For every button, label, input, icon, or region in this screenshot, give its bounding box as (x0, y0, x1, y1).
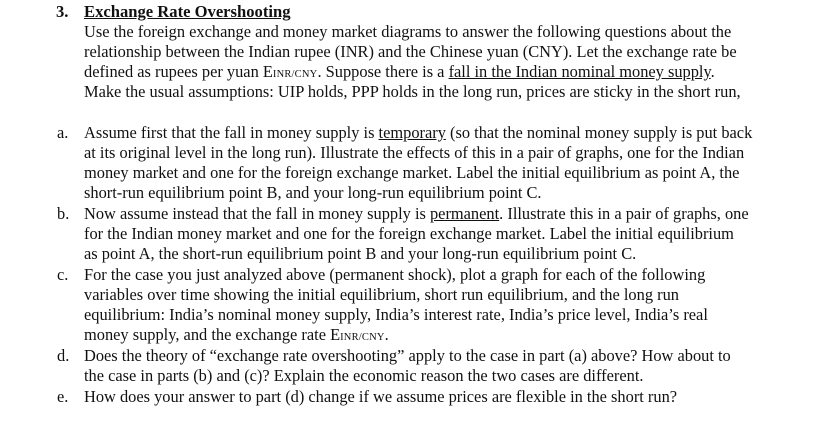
part-b-line-2: for the Indian money market and one for the foreign exchange market. Label the initial equilibrium (84, 224, 734, 243)
part-c-line-1: For the case you just analyzed above (permanent shock), plot a graph for each of the following (84, 265, 706, 284)
part-a-line-1-text: Assume first that the fall in money supply is (84, 123, 379, 142)
exchange-rate-subscript: INR/CNY (272, 69, 318, 80)
part-a-line-4: short-run equilibrium point B, and your long-run equilibrium point C. (84, 183, 542, 202)
part-b-line-1 (84, 204, 749, 224)
intro-line-3-mid: . Suppose there is a (317, 62, 449, 81)
permanent-emphasis: permanent (429, 204, 500, 223)
part-c-line-4-text: money supply, and the exchange rate E (84, 325, 341, 344)
part-c-line-2: variables over time showing the initial equilibrium, short run equilibrium, and the long run (84, 285, 679, 304)
part-d-line-2: the case in parts (b) and (c)? Explain the economic reason the two cases are different. (84, 366, 644, 385)
intro-line-4: Make the usual assumptions: UIP holds, PPP holds in the long run, prices are sticky in the short run, (84, 82, 741, 101)
part-e-line-1: How does your answer to part (d) change if we assume prices are flexible in the short run? (84, 387, 678, 406)
part-c-line-4 (84, 325, 389, 348)
part-a-line-1-end: (so that the nominal money supply is put back (445, 123, 753, 142)
part-e-label: e. (57, 387, 69, 406)
part-b-line-3: as point A, the short-run equilibrium point B and your long-run equilibrium point C. (84, 244, 637, 263)
part-b-label: b. (57, 204, 70, 223)
temporary-emphasis: temporary (378, 123, 446, 142)
exchange-rate-subscript-2: INR/CNY (340, 332, 385, 343)
intro-line-3-text: defined as rupees per yuan E (84, 62, 273, 81)
question-number: 3. (56, 2, 69, 21)
part-a-label: a. (57, 123, 69, 142)
intro-line-1: Use the foreign exchange and money market diagrams to answer the following questions about the (84, 22, 732, 41)
part-c-label: c. (57, 265, 69, 284)
part-d-line-1: Does the theory of “exchange rate overshooting” apply to the case in part (a) above? How about to (84, 346, 731, 365)
part-d-label: d. (57, 346, 70, 365)
part-c-line-3: equilibrium: India’s nominal money supply, India’s interest rate, India’s price level, India’s real (84, 305, 708, 324)
part-b-line-1-end: . Illustrate this in a pair of graphs, one (499, 204, 749, 223)
part-a-line-1 (84, 123, 752, 143)
part-a-line-2: at its original level in the long run). Illustrate the effects of this in a pair of graphs, one for the Indian (84, 143, 745, 162)
part-c-line-4-end: . (384, 325, 389, 344)
intro-line-3-end: . (710, 62, 715, 81)
money-supply-fall-phrase: fall in the Indian nominal money supply (448, 62, 711, 81)
intro-line-2: relationship between the Indian rupee (INR) and the Chinese yuan (CNY). Let the exchange rate be (84, 42, 737, 61)
part-a-line-3: money market and one for the foreign exchange market. Label the initial equilibrium as point A, the (84, 163, 740, 182)
part-b-line-1-text: Now assume instead that the fall in money supply is (84, 204, 430, 223)
question-title: Exchange Rate Overshooting (84, 2, 291, 21)
